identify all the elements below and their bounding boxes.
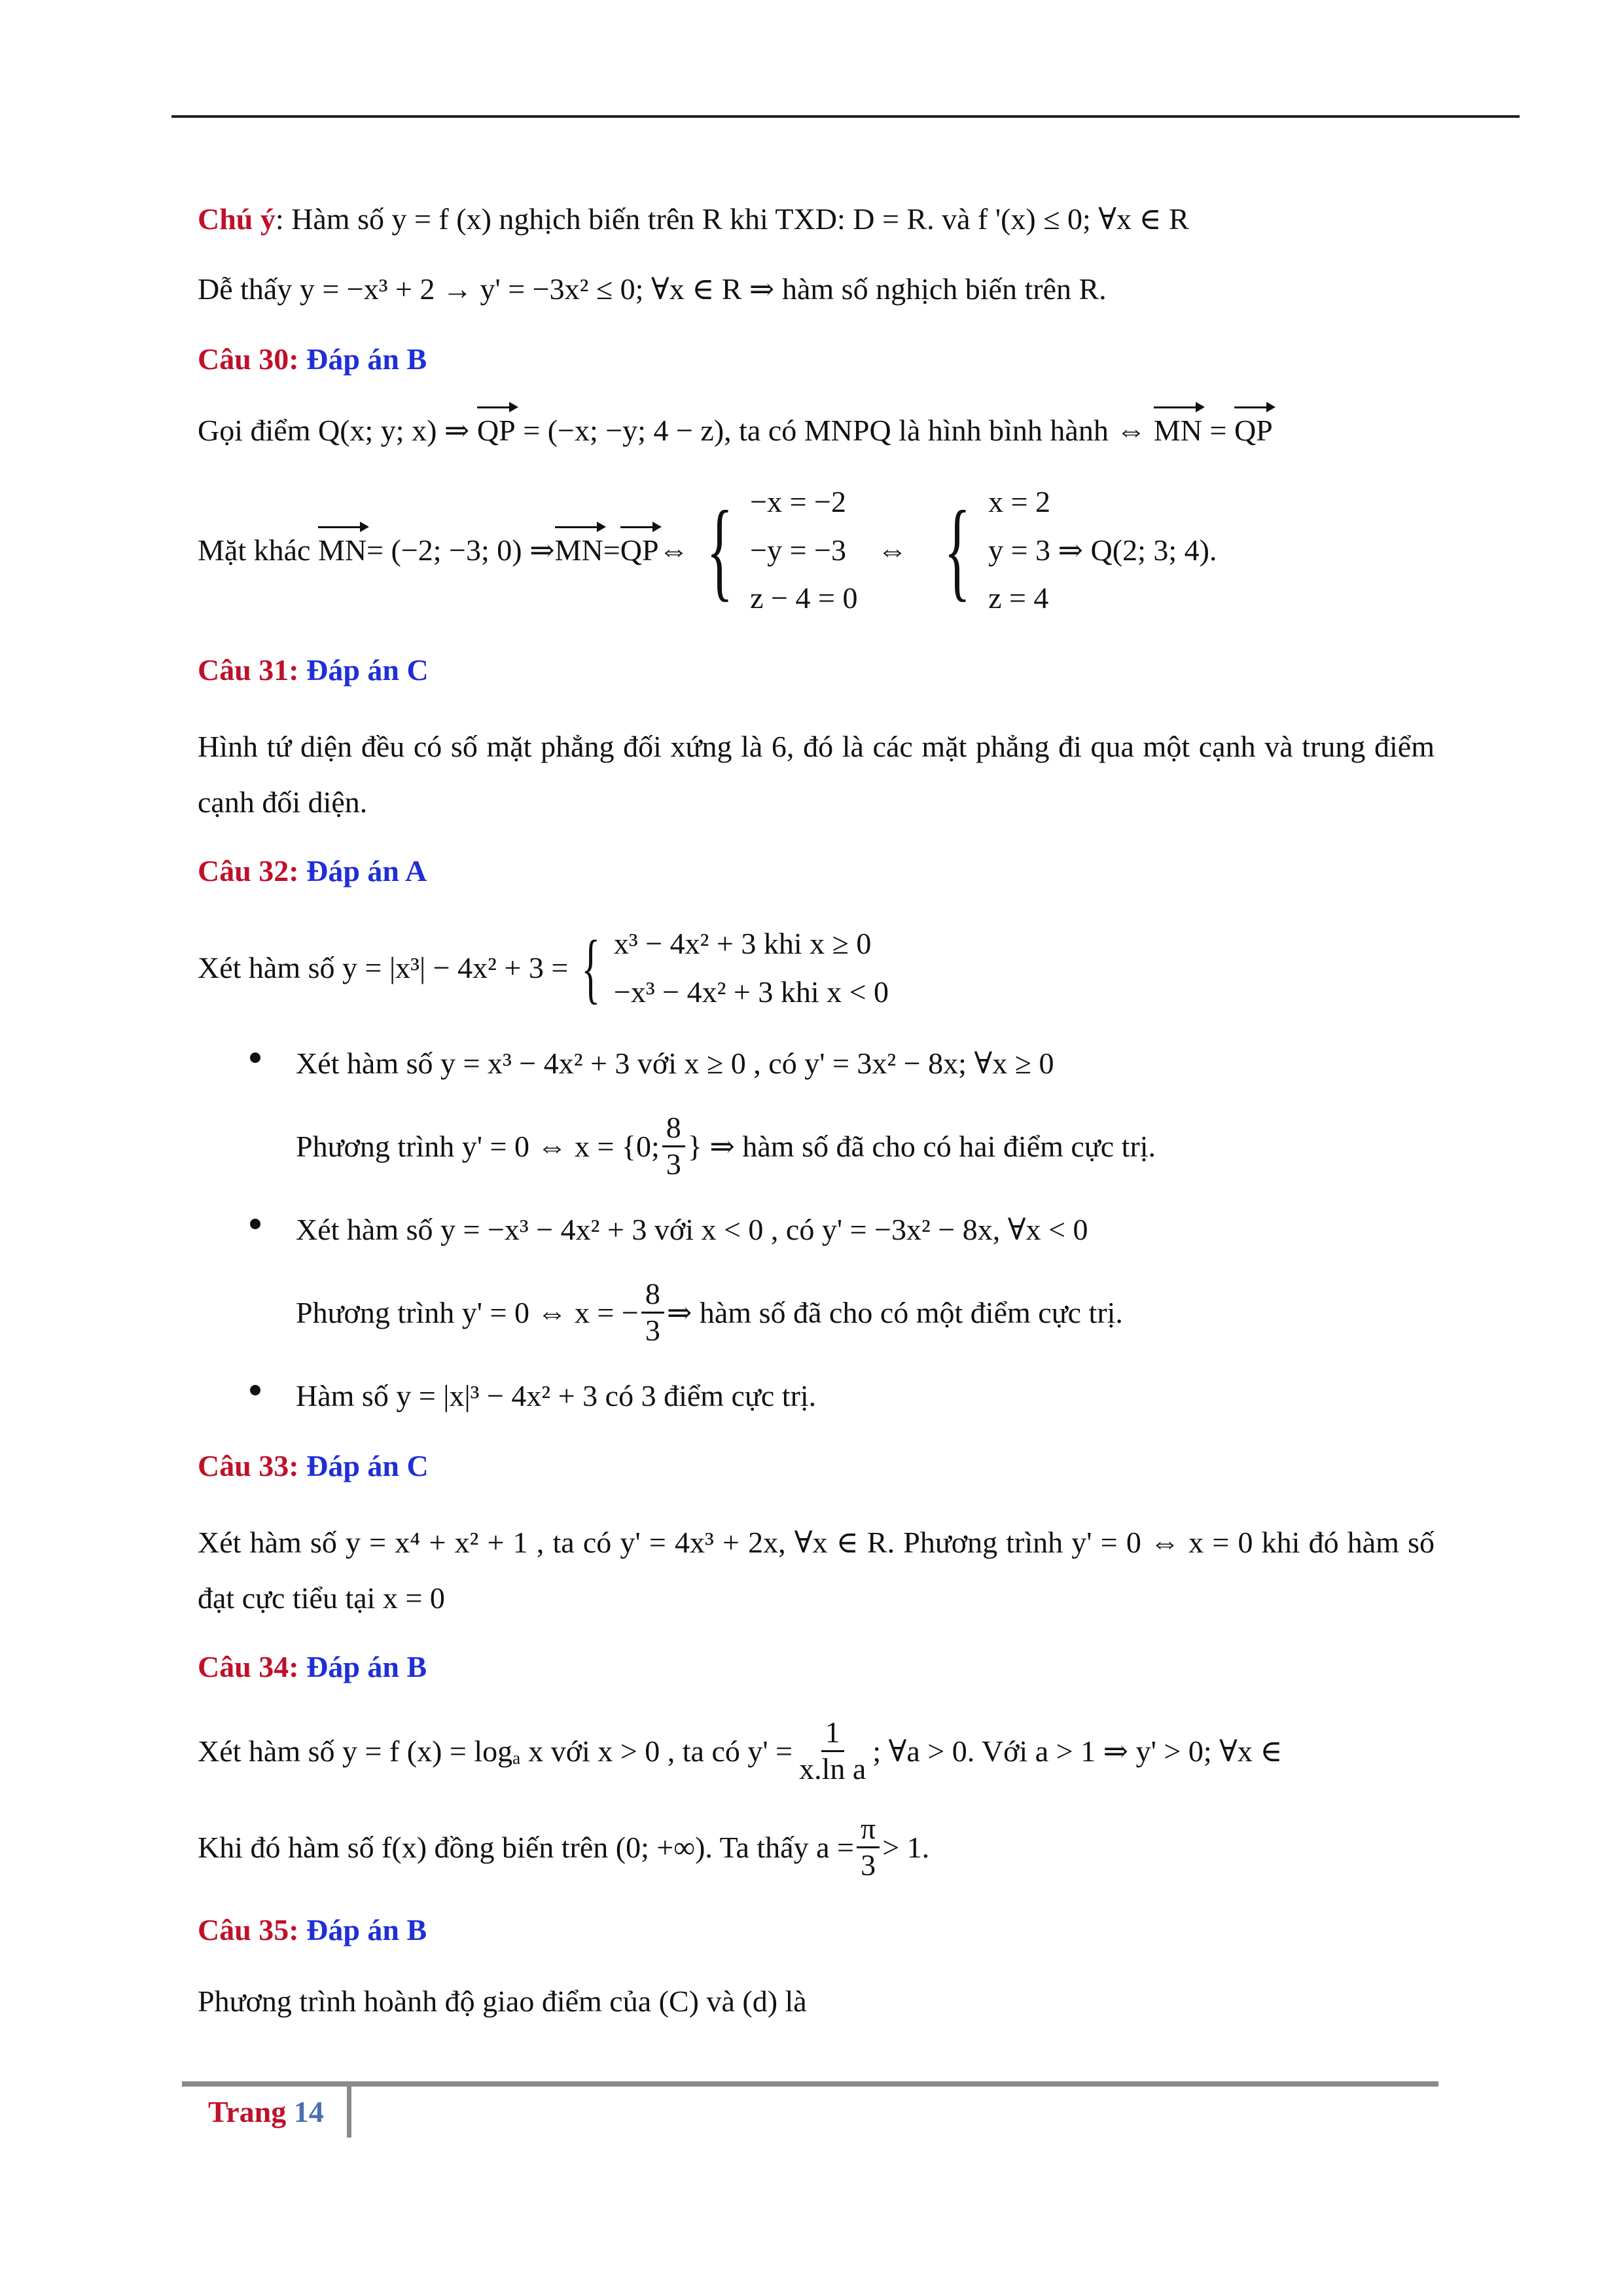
q30-label: Câu 30: <box>198 342 299 376</box>
page-footer <box>208 2094 324 2129</box>
q32-label: Câu 32: <box>198 853 299 888</box>
q32-intro-text: Xét hàm số y = |x³| − 4x² + 3 = <box>198 951 569 985</box>
q35-label: Câu 35: <box>198 1913 299 1947</box>
page-number: 14 <box>293 2095 324 2128</box>
header-rule <box>171 115 1520 118</box>
q31-answer: Đáp án C <box>306 653 429 687</box>
q35-answer: Đáp án B <box>306 1913 427 1947</box>
q35-heading <box>198 1907 1435 1952</box>
q33-text: Xét hàm số y = x⁴ + x² + 1 , ta có y' = 4x³ + 2x, ∀x ∈ R. Phương trình y' = 0 ⇔ x = 0 khi đó hàm số đạt cực tiểu tại x = 0 <box>198 1525 1435 1615</box>
vector-mn: MN <box>1154 408 1202 453</box>
numerator: 8 <box>662 1111 685 1147</box>
q32-bullet-3 <box>198 1373 1435 1418</box>
footer-label: Trang <box>208 2095 287 2128</box>
denominator: 3 <box>666 1147 681 1181</box>
sys2-row: y = 3 ⇒ Q(2; 3; 4). <box>988 533 1217 567</box>
q30-system-2 <box>988 478 1217 622</box>
q30-line2-c: = <box>603 533 620 567</box>
q32-cases <box>614 920 889 1016</box>
bullet-icon <box>250 1219 260 1229</box>
bullet-icon <box>250 1385 260 1395</box>
numerator: 8 <box>641 1277 664 1314</box>
denominator: x.ln a <box>799 1751 866 1785</box>
q31-heading <box>198 647 1435 692</box>
q30-line1-a: Gọi điểm Q(x; y; x) ⇒ <box>198 414 477 447</box>
sys2-row: z = 4 <box>988 581 1049 615</box>
q34-line1 <box>198 1715 1435 1787</box>
q34-line2 <box>198 1812 1435 1883</box>
vector-qp-3: QP <box>620 528 659 573</box>
vector-mn-3: MN <box>555 528 603 573</box>
q30-line1 <box>198 408 1435 453</box>
footer-rule <box>182 2081 1438 2087</box>
bullet-text: Hàm số y = |x|³ − 4x² + 3 có 3 điểm cực trị. <box>296 1378 817 1412</box>
left-brace-icon: { <box>944 488 971 612</box>
eq-a: Phương trình y' = 0 ⇔ x = − <box>296 1295 639 1329</box>
q30-line1-c: = <box>1202 414 1234 447</box>
note-line <box>198 196 1435 242</box>
left-brace-icon: { <box>705 488 733 612</box>
fraction <box>641 1277 664 1348</box>
note-text: : Hàm số y = f (x) nghịch biến trên R khi TXD: D = R. và f '(x) ≤ 0; ∀x ∈ R <box>275 202 1189 236</box>
sys1-row: z − 4 = 0 <box>750 581 858 615</box>
numerator: 1 <box>821 1715 844 1752</box>
q32-heading <box>198 848 1435 893</box>
q32-bullet-2-eq <box>198 1277 1435 1348</box>
bullet-text: Xét hàm số y = x³ − 4x² + 3 với x ≥ 0 , có y' = 3x² − 8x; ∀x ≥ 0 <box>296 1047 1054 1081</box>
numerator: π <box>857 1812 880 1848</box>
q34-l1-a: Xét hàm số y = f (x) = logₐ x với x > 0 , ta có y' = <box>198 1734 793 1768</box>
eq-b: } ⇒ hàm số đã cho có hai điểm cực trị. <box>687 1130 1156 1164</box>
sys2-row: x = 2 <box>988 485 1051 518</box>
page-content <box>198 196 1435 2049</box>
q31-text: Hình tứ diện đều có số mặt phẳng đối xứng là 6, đó là các mặt phẳng đi qua một cạnh và trung điểm cạnh đối diện. <box>198 729 1435 819</box>
q30-equivalence: ⇔ <box>877 533 908 567</box>
vector-qp-2: QP <box>1234 408 1273 453</box>
q35-text: Phương trình hoành độ giao điểm của (C) và (d) là <box>198 1984 807 2018</box>
q32-bullet-1-eq <box>198 1111 1435 1182</box>
q34-l1-b: ; ∀a > 0. Với a > 1 ⇒ y' > 0; ∀x ∈ <box>872 1734 1283 1768</box>
q34-heading <box>198 1644 1435 1689</box>
q30-line2-d: ⇔ <box>658 533 689 567</box>
q32-bullet-1 <box>198 1041 1435 1086</box>
q30-system-line <box>198 478 1435 622</box>
q34-l2-a: Khi đó hàm số f(x) đồng biến trên (0; +∞). Ta thấy a = <box>198 1830 854 1864</box>
q30-line2-a: Mặt khác <box>198 533 311 567</box>
eq-a: Phương trình y' = 0 ⇔ x = {0; <box>296 1130 660 1164</box>
q32-intro <box>198 920 1435 1016</box>
note-label: Chú ý <box>198 202 276 236</box>
sys1-row: −x = −2 <box>750 485 846 518</box>
q30-line1-b: = (−x; −y; 4 − z), ta có MNPQ là hình bình hành ⇔ <box>515 414 1154 447</box>
q30-system-1 <box>750 478 857 622</box>
sys1-row: −y = −3 <box>750 533 846 567</box>
easy-line: Dễ thấy y = −x³ + 2 → y' = −3x² ≤ 0; ∀x ∈ R ⇒ hàm số nghịch biến trên R. <box>198 272 1107 306</box>
q34-answer: Đáp án B <box>306 1649 427 1683</box>
eq-b: ⇒ hàm số đã cho có một điểm cực trị. <box>666 1295 1123 1329</box>
q33-heading <box>198 1443 1435 1488</box>
q30-heading <box>198 336 1435 382</box>
vector-mn-2: MN <box>318 528 366 573</box>
q34-label: Câu 34: <box>198 1649 299 1683</box>
case-row: x³ − 4x² + 3 khi x ≥ 0 <box>613 926 872 960</box>
q33-label: Câu 33: <box>198 1448 299 1482</box>
q31-label: Câu 31: <box>198 653 299 687</box>
footer-divider <box>347 2085 351 2138</box>
vector-qp: QP <box>477 408 516 453</box>
q30-answer: Đáp án B <box>306 342 427 376</box>
denominator: 3 <box>645 1313 660 1347</box>
q30-line2-b: = (−2; −3; 0) ⇒ <box>366 533 555 567</box>
denominator: 3 <box>861 1848 876 1882</box>
bullet-icon <box>250 1052 260 1063</box>
q33-answer: Đáp án C <box>306 1448 429 1482</box>
left-brace-icon: { <box>581 924 601 1011</box>
q34-l2-b: > 1. <box>882 1830 930 1864</box>
case-row: −x³ − 4x² + 3 khi x < 0 <box>613 975 889 1009</box>
fraction <box>795 1715 870 1787</box>
bullet-text: Xét hàm số y = −x³ − 4x² + 3 với x < 0 , có y' = −3x² − 8x, ∀x < 0 <box>296 1212 1088 1246</box>
q32-answer: Đáp án A <box>306 853 427 888</box>
fraction <box>662 1111 685 1182</box>
fraction <box>857 1812 880 1883</box>
q32-bullet-2 <box>198 1207 1435 1252</box>
